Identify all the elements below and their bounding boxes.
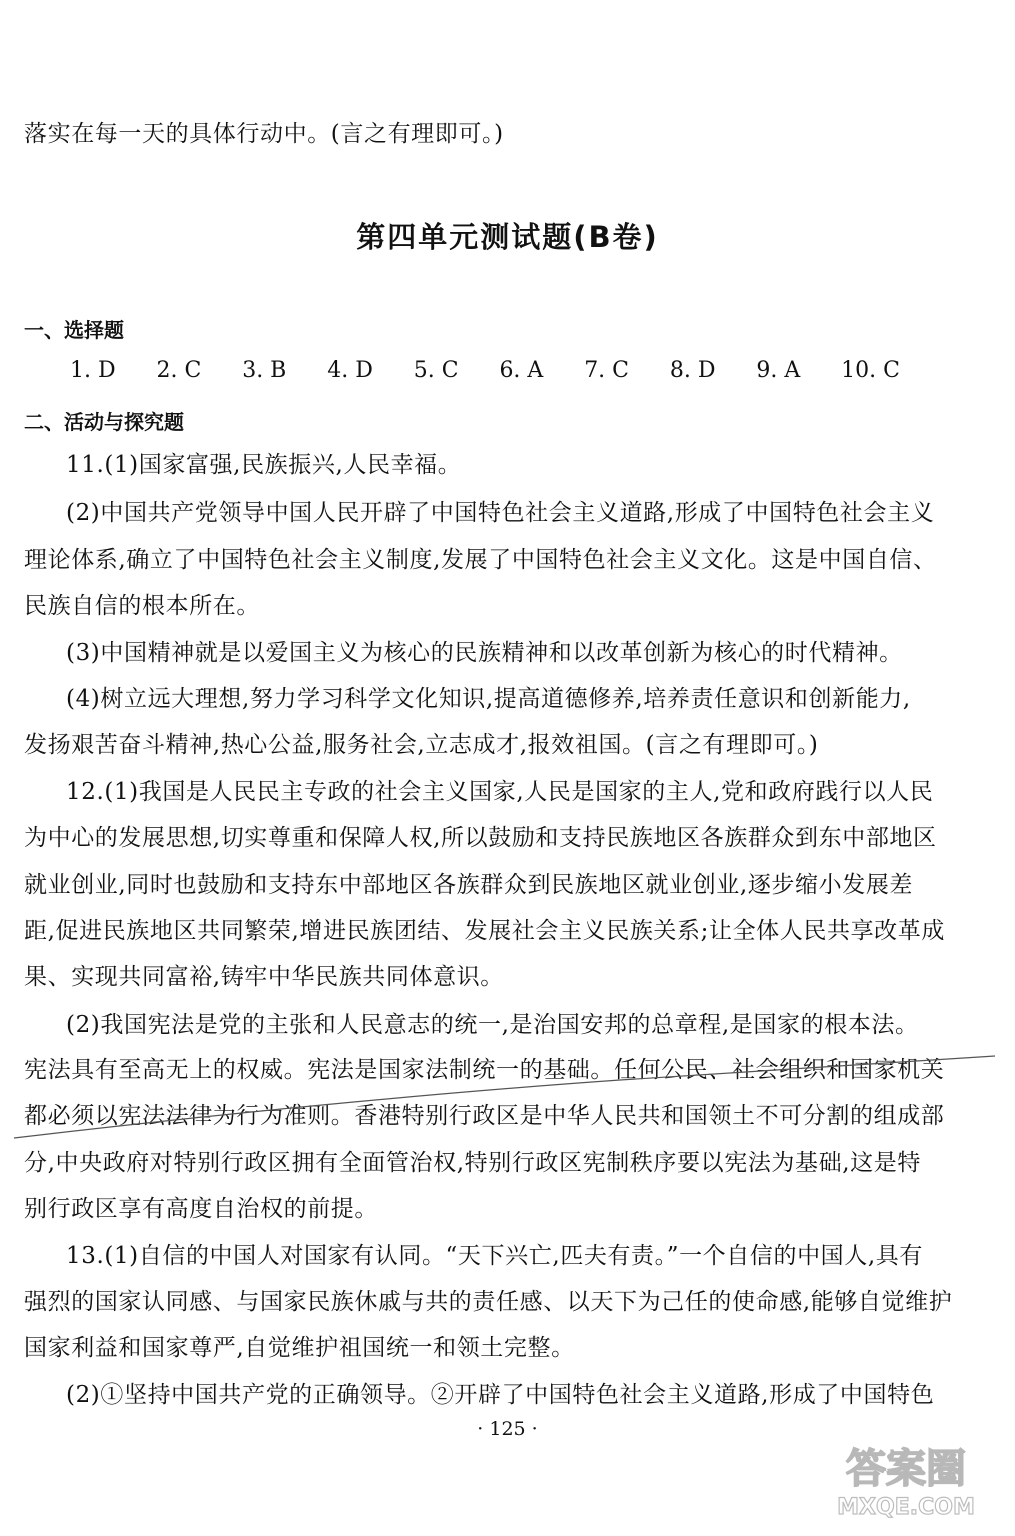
answer-item: 7. C [584, 358, 630, 383]
text-line: 果、实现共同富裕,铸牢中华民族共同体意识。 [24, 964, 504, 990]
answer-item: 8. D [669, 358, 716, 383]
text-line: 别行政区享有高度自治权的前提。 [24, 1196, 378, 1222]
answer-item: 2. C [156, 358, 202, 383]
carryover-line: 落实在每一天的具体行动中。(言之有理即可。) [24, 121, 504, 147]
text-line: 为中心的发展思想,切实尊重和保障人权,所以鼓励和支持民族地区各族群众到东中部地区 [24, 825, 937, 851]
text-line: (3)中国精神就是以爱国主义为核心的民族精神和以改革创新为核心的时代精神。 [66, 640, 903, 666]
section-activity-heading: 二、活动与探究题 [24, 410, 184, 434]
answer-item: 4. D [327, 358, 373, 383]
svg-text:MXQE.COM: MXQE.COM [837, 1495, 975, 1520]
text-line: 12.(1)我国是人民民主专政的社会主义国家,人民是国家的主人,党和政府践行以人民 [66, 779, 934, 805]
answer-item: 5. C [413, 358, 459, 383]
text-line: 发扬艰苦奋斗精神,热心公益,服务社会,立志成才,报效祖国。(言之有理即可。) [24, 732, 819, 758]
answer-item: 6. A [499, 358, 544, 383]
answer-item: 1. D [70, 358, 116, 383]
text-line: 强烈的国家认同感、与国家民族休戚与共的责任感、以天下为己任的使命感,能够自觉维护 [24, 1289, 953, 1315]
text-line: 国家利益和国家尊严,自觉维护祖国统一和领土完整。 [24, 1335, 575, 1361]
section-choice-heading: 一、选择题 [24, 318, 124, 342]
text-line: (2)中国共产党领导中国人民开辟了中国特色社会主义道路,形成了中国特色社会主义 [66, 500, 935, 526]
text-line: (2)①坚持中国共产党的正确领导。②开辟了中国特色社会主义道路,形成了中国特色 [66, 1382, 935, 1408]
text-line: 11.(1)国家富强,民族振兴,人民幸福。 [66, 452, 462, 478]
text-line: 分,中央政府对特别行政区拥有全面管治权,特别行政区宪制秩序要以宪法为基础,这是特 [24, 1150, 921, 1176]
text-line: (2)我国宪法是党的主张和人民意志的统一,是治国安邦的总章程,是国家的根本法。 [66, 1012, 919, 1038]
text-line: 13.(1)自信的中国人对国家有认同。“天下兴亡,匹夫有责。”一个自信的中国人,具有 [66, 1243, 923, 1269]
page-title: 第四单元测试题(B卷) [356, 220, 659, 254]
svg-text:答案圈: 答案圈 [846, 1446, 966, 1492]
text-line: (4)树立远大理想,努力学习科学文化知识,提高道德修养,培养责任意识和创新能力, [66, 686, 911, 712]
answer-item: 10. C [841, 358, 900, 383]
text-line: 都必须以宪法法律为行为准则。香港特别行政区是中华人民共和国领土不可分割的组成部 [24, 1103, 945, 1129]
text-line: 宪法具有至高无上的权威。宪法是国家法制统一的基础。任何公民、社会组织和国家机关 [24, 1057, 945, 1083]
text-line: 距,促进民族地区共同繁荣,增进民族团结、发展社会主义民族关系;让全体人民共享改革成 [24, 918, 945, 944]
text-line: 民族自信的根本所在。 [24, 593, 260, 619]
text-line: 就业创业,同时也鼓励和支持东中部地区各族群众到民族地区就业创业,逐步缩小发展差 [24, 872, 914, 898]
text-line: 理论体系,确立了中国特色社会主义制度,发展了中国特色社会主义文化。这是中国自信、 [24, 547, 937, 573]
answer-item: 9. A [756, 358, 801, 383]
watermark-logo [811, 1430, 1001, 1522]
answer-item: 3. B [242, 358, 287, 383]
page-number: · 125 · [477, 1418, 538, 1440]
